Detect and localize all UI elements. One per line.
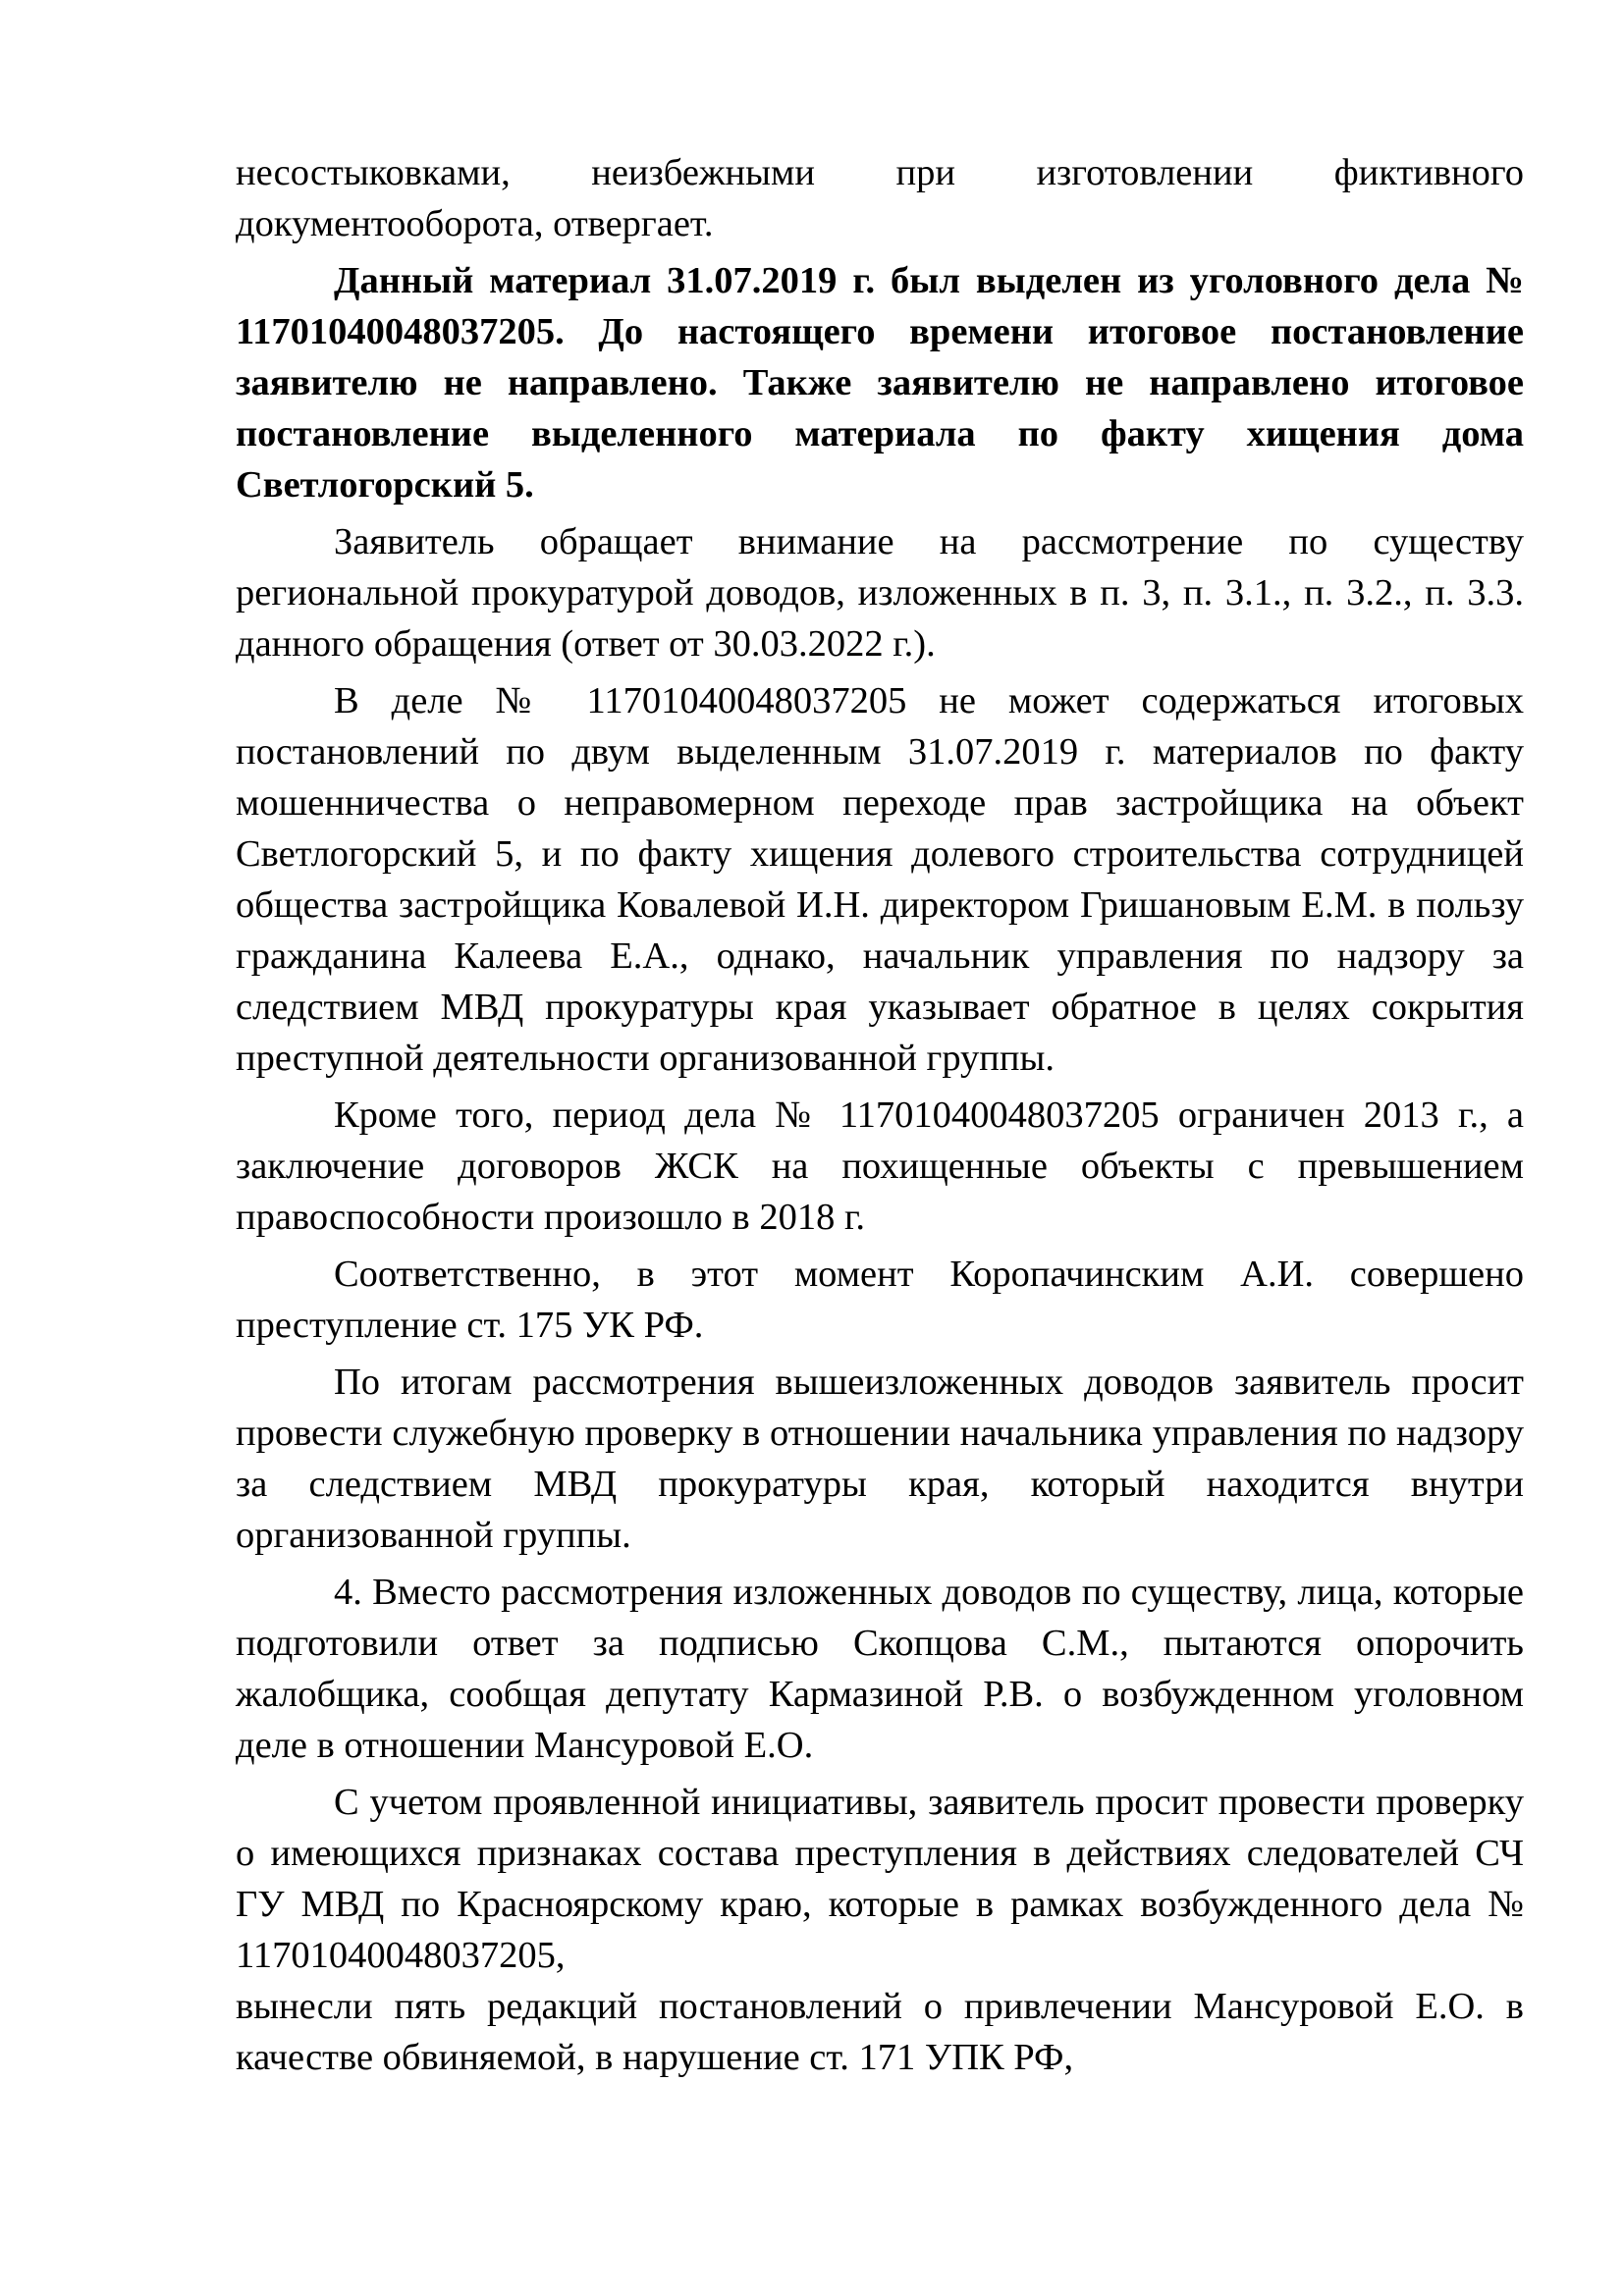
paragraph-9: С учетом проявленной инициативы, заявитель просит провести проверку о имеющихся признаках состава преступления в действиях следователей СЧ ГУ МВД по Красноярскому краю, которые в рамках возбужденного дела № 11701040048037205,	[236, 1782, 1524, 1976]
paragraph-7: По итогам рассмотрения вышеизложенных доводов заявитель просит провести служебную проверку в отношении начальника управления по надзору за следствием МВД прокуратуры края, который находится внутри организованной группы.	[236, 1362, 1524, 1556]
paragraph-5: Кроме того, период дела № 11701040048037205 ограничен 2013 г., а заключение договоров ЖСК на похищенные объекты с превышением правоспособности произошло в 2018 г.	[236, 1095, 1524, 1238]
paragraph-4: В деле № 11701040048037205 не может содержаться итоговых постановлений по двум выделенным 31.07.2019 г. материалов по факту мошенничества о неправомерном переходе прав застройщика на объект Светлогорский 5, и по факту хищения долевого строительства сотрудницей общества застройщика Ковалевой И.Н. директором Гришановым Е.М. в пользу гражданина Калеева Е.А., однако, начальник управления по надзору за следствием МВД прокуратуры края указывает обратное в целях сокрытия преступной деятельности организованной группы.	[236, 680, 1524, 1079]
paragraph-1: несостыковками, неизбежными при изготовлении фиктивного документооборота, отвергает.	[236, 152, 1524, 244]
paragraph-6: Соответственно, в этот момент Коропачинским А.И. совершено преступление ст. 175 УК РФ.	[236, 1254, 1524, 1346]
paragraph-8: 4. Вместо рассмотрения изложенных доводов по существу, лица, которые подготовили ответ за подписью Скопцова С.М., пытаются опорочить жалобщика, сообщая депутату Кармазиной Р.В. о возбужденном уголовном деле в отношении Мансуровой Е.О.	[236, 1572, 1524, 1766]
paragraph-2-bold: Данный материал 31.07.2019 г. был выделен из уголовного дела № 11701040048037205. До настоящего времени итоговое постановление заявителю не направлено. Также заявителю не направлено итоговое постановление выделенного материала по факту хищения дома Светлогорский 5.	[236, 260, 1524, 506]
paragraph-3: Заявитель обращает внимание на рассмотрение по существу региональной прокуратурой доводов, изложенных в п. 3, п. 3.1., п. 3.2., п. 3.3. данного обращения (ответ от 30.03.2022 г.).	[236, 521, 1524, 665]
document-page	[236, 147, 1524, 2083]
paragraph-10: вынесли пять редакций постановлений о привлечении Мансуровой Е.О. в качестве обвиняемой, в нарушение ст. 171 УПК РФ,	[236, 1986, 1524, 2078]
